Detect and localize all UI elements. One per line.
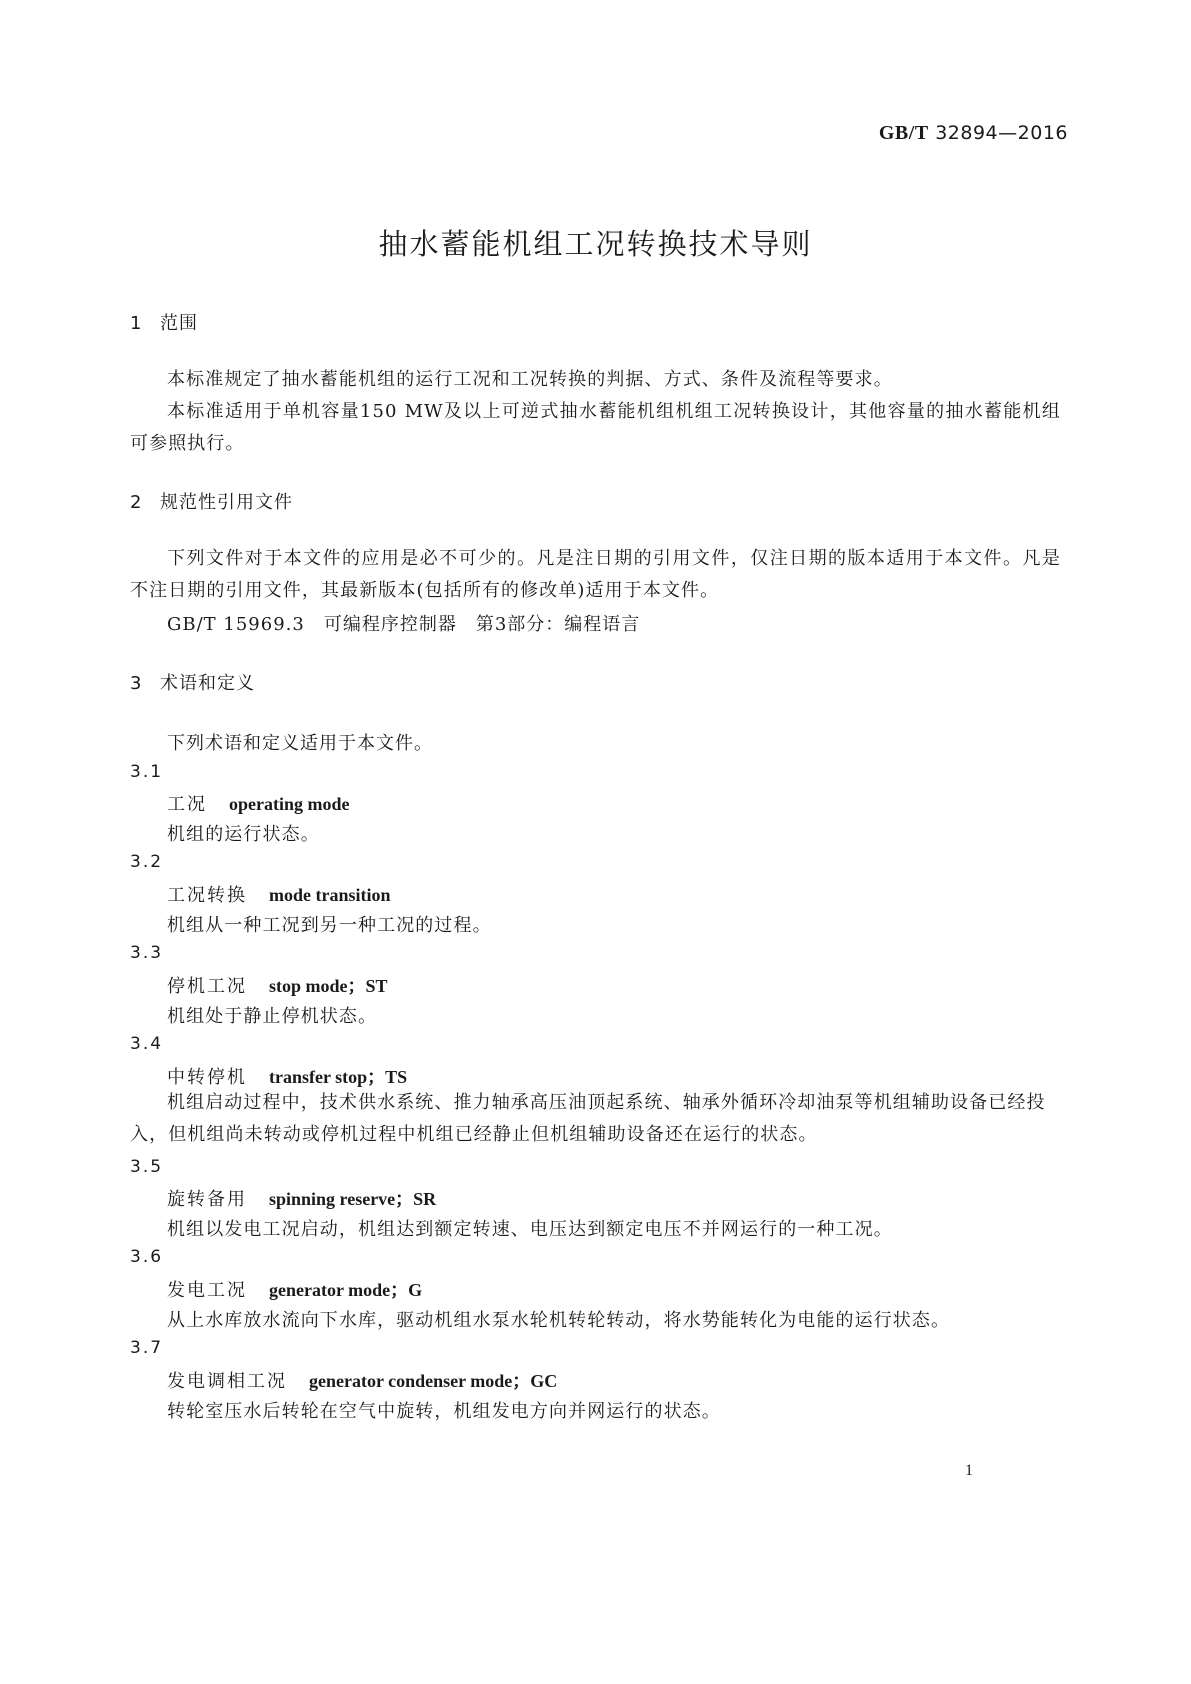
section-title: 范围 bbox=[160, 313, 198, 334]
term-entry bbox=[167, 972, 388, 998]
term-definition: 从上水库放水流向下水库，驱动机组水泵水轮机转轮转动，将水势能转化为电能的运行状态。 bbox=[167, 1310, 951, 1331]
term-en: operating mode bbox=[229, 794, 350, 814]
term-entry bbox=[167, 1367, 557, 1393]
term-definition: 机组以发电工况启动，机组达到额定转速、电压达到额定电压不并网运行的一种工况。 bbox=[167, 1219, 893, 1240]
term-definition: 机组启动过程中，技术供水系统、推力轴承高压油顶起系统、轴承外循环冷却油泵等机组辅助设备已经投入，但机组尚未转动或停机过程中机组已经静止但机组辅助设备还在运行的状态。 bbox=[130, 1092, 1046, 1145]
page-number: 1 bbox=[965, 1462, 973, 1479]
term-zh: 工况 bbox=[167, 794, 207, 815]
paragraph: 下列文件对于本文件的应用是必不可少的。凡是注日期的引用文件，仅注日期的版本适用于本文件。凡是不注日期的引用文件，其最新版本(包括所有的修改单)适用于本文件。 bbox=[130, 548, 1061, 601]
term-definition: 机组处于静止停机状态。 bbox=[167, 1006, 378, 1027]
section-title: 术语和定义 bbox=[160, 673, 255, 694]
term-definition: 机组从一种工况到另一种工况的过程。 bbox=[167, 915, 492, 936]
term-en: spinning reserve；SR bbox=[269, 1189, 437, 1209]
reference-item: GB/T 15969.3 可编程序控制器 第3部分：编程语言 bbox=[167, 614, 641, 635]
term-entry bbox=[167, 881, 391, 907]
term-entry bbox=[167, 1185, 436, 1211]
section-heading-scope bbox=[130, 309, 198, 335]
section-heading-normative-references bbox=[130, 488, 293, 514]
term-en: generator condenser mode；GC bbox=[309, 1371, 558, 1391]
clause-number: 3.2 bbox=[130, 852, 164, 872]
section-title: 规范性引用文件 bbox=[160, 492, 293, 513]
term-zh: 发电工况 bbox=[167, 1280, 247, 1301]
paragraph: 本标准规定了抽水蓄能机组的运行工况和工况转换的判据、方式、条件及流程等要求。 bbox=[167, 369, 893, 390]
term-entry bbox=[167, 790, 350, 816]
term-zh: 发电调相工况 bbox=[167, 1371, 287, 1392]
clause-number: 3.3 bbox=[130, 943, 164, 963]
term-en: mode transition bbox=[269, 885, 391, 905]
standard-prefix: GB/T bbox=[878, 122, 929, 144]
section-number: 3 bbox=[130, 673, 143, 694]
section-intro: 下列术语和定义适用于本文件。 bbox=[167, 733, 433, 754]
clause-number: 3.4 bbox=[130, 1034, 164, 1054]
term-definition: 机组的运行状态。 bbox=[167, 824, 320, 845]
standard-code bbox=[879, 122, 1068, 145]
term-en: transfer stop；TS bbox=[269, 1067, 408, 1087]
paragraph: 本标准适用于单机容量150 MW及以上可逆式抽水蓄能机组机组工况转换设计，其他容量的抽水蓄能机组可参照执行。 bbox=[130, 401, 1061, 454]
section-heading-terms-definitions bbox=[130, 669, 255, 695]
term-zh: 中转停机 bbox=[167, 1067, 247, 1088]
section-number: 1 bbox=[130, 313, 143, 334]
term-entry bbox=[167, 1276, 422, 1302]
term-entry bbox=[167, 1063, 407, 1089]
term-zh: 工况转换 bbox=[167, 885, 247, 906]
document-title: 抽水蓄能机组工况转换技术导则 bbox=[378, 227, 813, 261]
section-number: 2 bbox=[130, 492, 143, 513]
standard-number: 32894—2016 bbox=[935, 122, 1068, 144]
term-zh: 旋转备用 bbox=[167, 1189, 247, 1210]
clause-number: 3.5 bbox=[130, 1157, 164, 1177]
term-en: generator mode；G bbox=[269, 1280, 423, 1300]
clause-number: 3.7 bbox=[130, 1338, 164, 1358]
term-zh: 停机工况 bbox=[167, 976, 247, 997]
term-definition: 转轮室压水后转轮在空气中旋转，机组发电方向并网运行的状态。 bbox=[167, 1401, 721, 1422]
clause-number: 3.1 bbox=[130, 762, 164, 782]
clause-number: 3.6 bbox=[130, 1247, 164, 1267]
term-en: stop mode；ST bbox=[269, 976, 388, 996]
